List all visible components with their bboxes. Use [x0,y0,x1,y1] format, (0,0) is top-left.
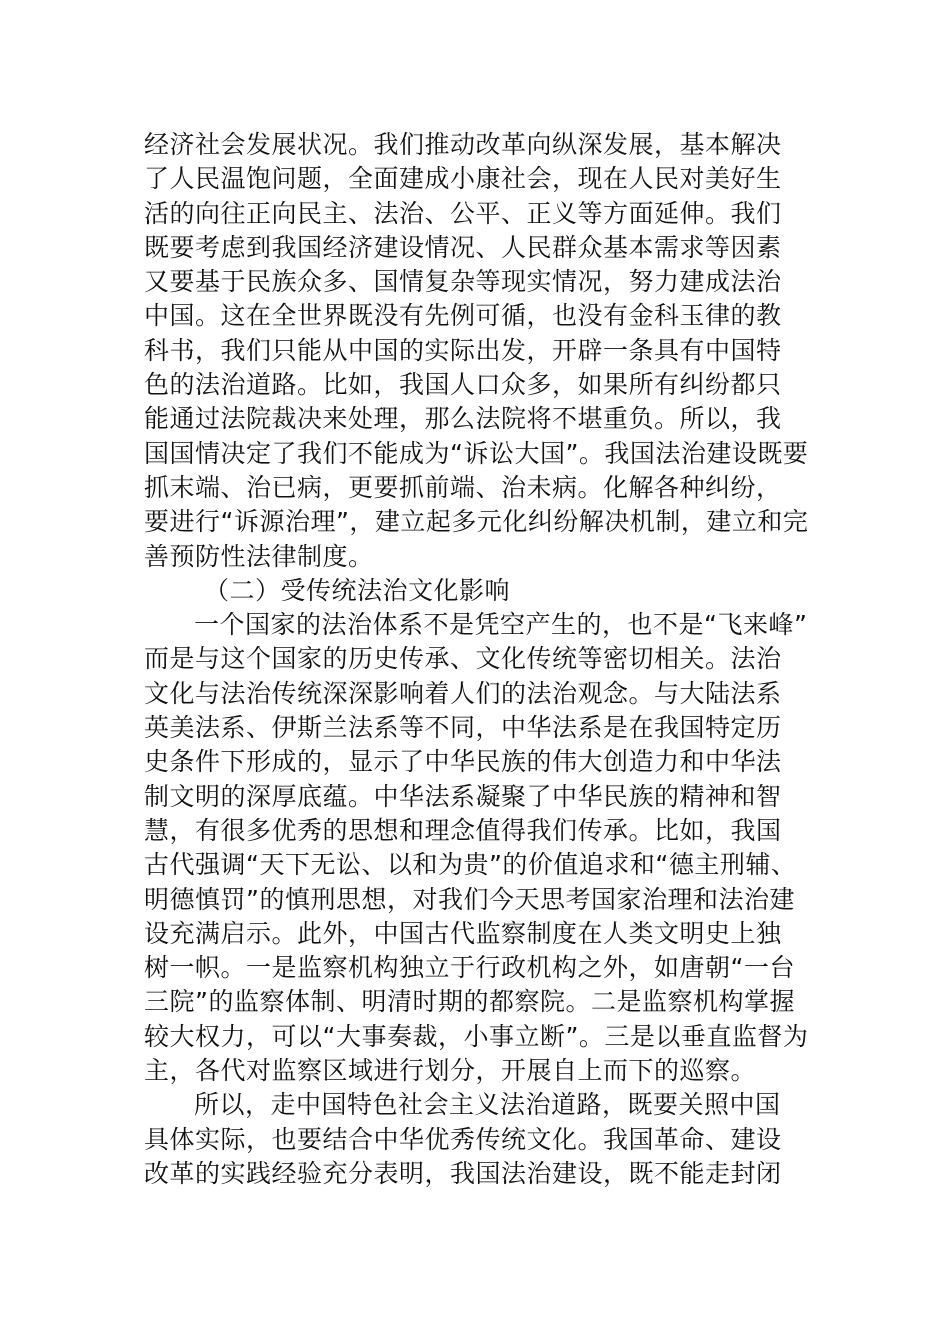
text-line: 又要基于民族众多、国情复杂等现实情况，努力建成法治 [144,267,782,297]
text-line: 较大权力，可以“大事奏裁，小事立断”。三是以垂直监督为 [144,1021,809,1051]
text-line: 古代强调“天下无讼、以和为贵”的价值追求和“德主刑辅、 [144,850,797,880]
text-line: 史条件下形成的，显示了中华民族的伟大创造力和中华法 [144,747,782,777]
paragraph-3 [144,1088,808,1191]
text-line: 具体实际，也要结合中华优秀传统文化。我国革命、建设 [144,1124,782,1154]
text-line: 一个国家的法治体系不是凭空产生的，也不是“飞来峰” [194,610,808,640]
text-line: 英美法系、伊斯兰法系等不同，中华法系是在我国特定历 [144,713,782,743]
text-line: 要进行“诉源治理”，建立起多元化纠纷解决机制，建立和完 [144,507,809,537]
text-line: 改革的实践经验充分表明，我国法治建设，既不能走封闭 [144,1158,782,1188]
text-line: 树一帜。一是监察机构独立于行政机构之外，如唐朝“一台 [144,953,795,983]
section-heading: （二）受传统法治文化影响 [204,575,511,605]
text-line: 制文明的深厚底蕴。中华法系凝聚了中华民族的精神和智 [144,781,782,811]
text-line: 能通过法院裁决来处理，那么法院将不堪重负。所以，我 [144,404,782,434]
text-line: 设充满启示。此外，中国古代监察制度在人类文明史上独 [144,918,782,948]
paragraph-2 [144,608,808,1088]
text-line: 善预防性法律制度。 [144,541,374,571]
text-line: 既要考虑到我国经济建设情况、人民群众基本需求等因素 [144,232,782,262]
text-line: 而是与这个国家的历史传承、文化传统等密切相关。法治 [144,644,782,674]
text-line: 明德慎罚”的慎刑思想，对我们今天思考国家治理和法治建 [144,884,795,914]
document-body [144,128,808,1191]
text-line: 慧，有很多优秀的思想和理念值得我们传承。比如，我国 [144,815,782,845]
text-line: 色的法治道路。比如，我国人口众多，如果所有纠纷都只 [144,370,782,400]
text-line: 活的向往正向民主、法治、公平、正义等方面延伸。我们 [144,198,782,228]
text-line: 了人民温饱问题，全面建成小康社会，现在人民对美好生 [144,164,782,194]
text-line: 科书，我们只能从中国的实际出发，开辟一条具有中国特 [144,335,782,365]
text-line: 抓末端、治已病，更要抓前端、治未病。化解各种纠纷， [144,472,782,502]
text-line: 中国。这在全世界既没有先例可循，也没有金科玉律的教 [144,301,782,331]
text-line: 所以，走中国特色社会主义法治道路，既要关照中国 [194,1090,781,1120]
text-line: 文化与法治传统深深影响着人们的法治观念。与大陆法系 [144,678,782,708]
text-line: 经济社会发展状况。我们推动改革向纵深发展，基本解决 [144,130,782,159]
text-line: 国国情决定了我们不能成为“诉讼大国”。我国法治建设既要 [144,438,809,468]
paragraph-1 [144,128,808,574]
text-line: 三院”的监察体制、明清时期的都察院。二是监察机构掌握 [144,987,795,1017]
text-line: 主，各代对监察区域进行划分，开展自上而下的巡察。 [144,1056,757,1086]
